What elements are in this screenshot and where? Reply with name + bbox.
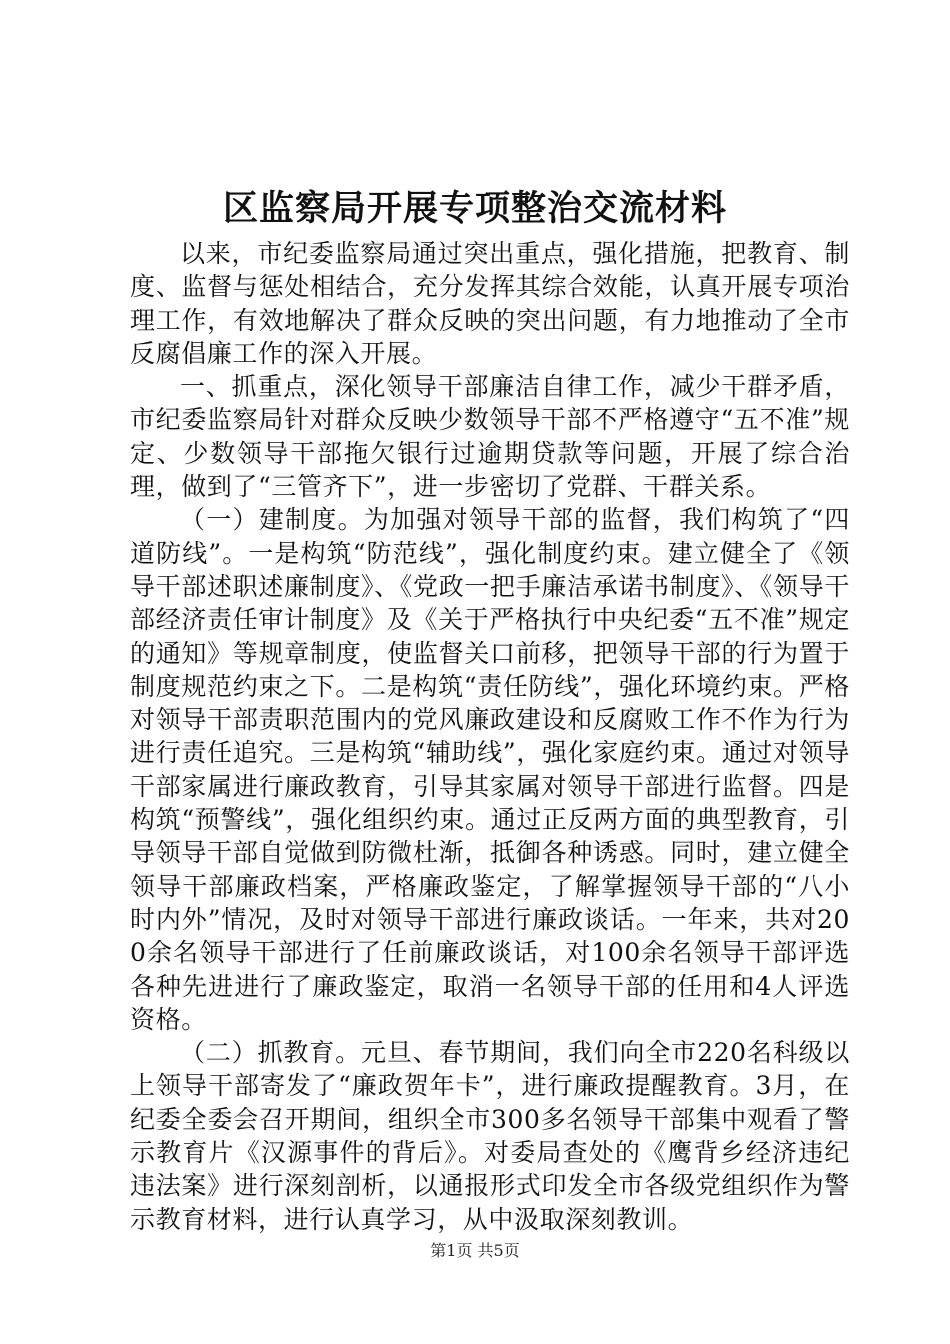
document-title: 区监察局开展专项整治交流材料	[222, 188, 727, 229]
document-body	[130, 237, 850, 1236]
page-number-footer: 第1页 共5页	[430, 1241, 520, 1260]
paragraph-intro: 以来，市纪委监察局通过突出重点，强化措施，把教育、制度、监督与惩处相结合，充分发挥其综合效能，认真开展专项治理工作，有效地解决了群众反映的突出问题，有力地推动了全市反腐倡廉工作的深入开展。	[130, 239, 850, 368]
paragraph-education: （二）抓教育。元旦、春节期间，我们向全市220名科级以上领导干部寄发了“廉政贺年卡”，进行廉政提醒教育。3月，在纪委全委会召开期间，组织全市300多名领导干部集中观看了警示教育片《汉源事件的背后》。对委局查处的《鹰背乡经济违纪违法案》进行深刻剖析，以通报形式印发全市各级党组织作为警示教育材料，进行认真学习，从中汲取深刻教训。	[130, 1038, 850, 1234]
paragraph-build-system: （一）建制度。为加强对领导干部的监督，我们构筑了“四道防线”。一是构筑“防范线”，强化制度约束。建立健全了《领导干部述职述廉制度》、《党政一把手廉洁承诺书制度》、《领导干部经济责任审计制度》及《关于严格执行中央纪委“五不准”规定的通知》等规章制度，使监督关口前移，把领导干部的行为置于制度规范约束之下。二是构筑“责任防线”，强化环境约束。严格对领导干部责职范围内的党风廉政建设和反腐败工作不作为行为进行责任追究。三是构筑“辅助线”，强化家庭约束。通过对领导干部家属进行廉政教育，引导其家属对领导干部进行监督。四是构筑“预警线”，强化组织约束。通过正反两方面的典型教育，引导领导干部自觉做到防微杜渐，抵御各种诱惑。同时，建立健全领导干部廉政档案，严格廉政鉴定，了解掌握领导干部的“八小时内外”情况，及时对领导干部进行廉政谈话。一年来，共对200余名领导干部进行了任前廉政谈话，对100余名领导干部评选各种先进进行了廉政鉴定，取消一名领导干部的任用和4人评选资格。	[130, 505, 850, 1034]
paragraph-section-one: 一、抓重点，深化领导干部廉洁自律工作，减少干群矛盾，市纪委监察局针对群众反映少数领导干部不严格遵守“五不准”规定、少数领导干部拖欠银行过逾期贷款等问题，开展了综合治理，做到了“三管齐下”，进一步密切了党群、干群关系。	[130, 372, 850, 502]
